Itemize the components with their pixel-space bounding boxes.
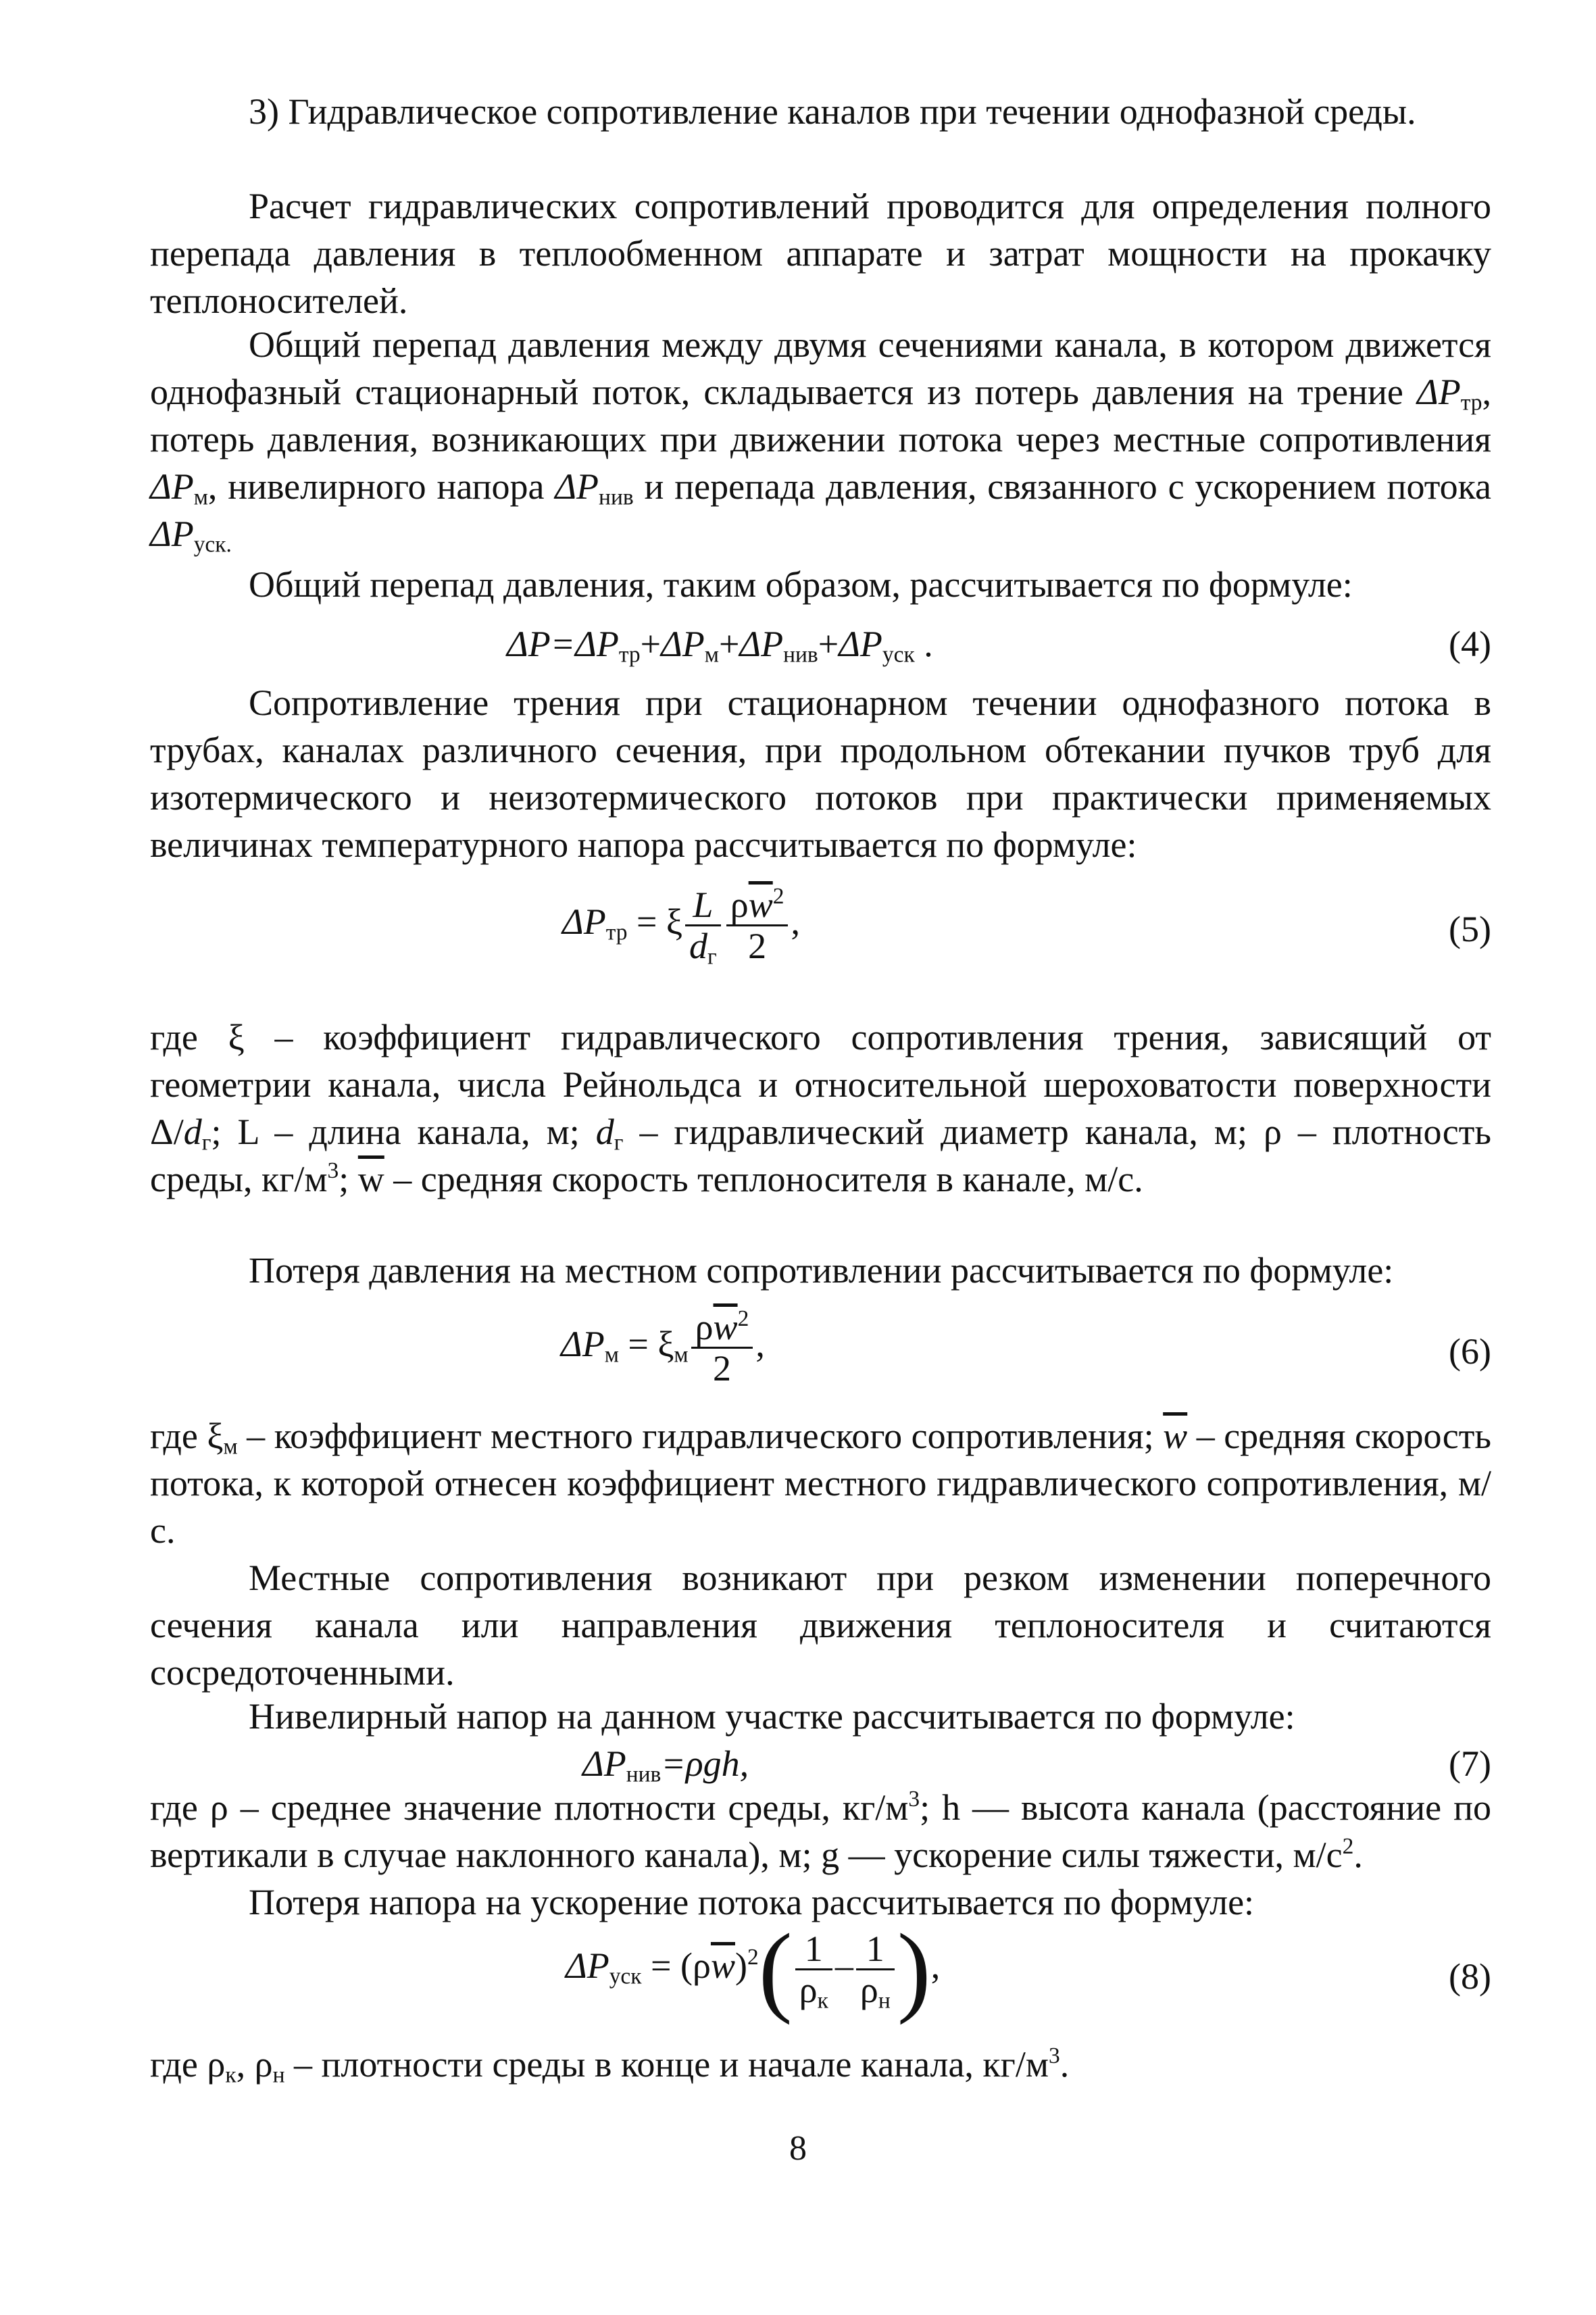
formula-7-body: $\Delta P_{нив}=\rho gh$, <box>582 1743 749 1787</box>
formula-5-body: $\Delta P_{тр} = \xi$ $\frac{L}{d_г}$ $\frac{\rho\overline{w}^2}{2}$ , <box>562 883 800 970</box>
formula-6-body: $\Delta P_м = \xi_м$ $\frac{\rho\overline{w}^2}{2}$ , <box>561 1305 765 1389</box>
paragraph-friction-definitions: где ξ – коэффициент гидравлического сопротивления трения, зависящий от геометрии канала, числа Рейнольдса и относительной шероховатости поверхности $\Delta/d_г$; L – длина канала, м; $d_г$ – гидравлический диаметр канала, м; ρ – плотность среды, $кг/м^3$; $\overline{w}$ – средняя скорость теплоносителя в канале, м/с. <box>150 1017 1491 1199</box>
paragraph-total-pressure-drop: Общий перепад давления между двумя сечениями канала, в котором движется однофазный стационарный поток, складывается из потерь давления на трение $\Delta P_{тр}$, потерь давления, возникающих при движении потока через местные сопротивления $\Delta P_м$, нивелирного напора $\Delta P_{нив}$ и перепада давления, связанного с ускорением потока $\Delta P_{уск.}$ <box>150 324 1492 557</box>
equation-number-6: (6) <box>1449 1331 1491 1372</box>
fraction-one-over-rho-k: $\frac{1}{\rho_к}$ <box>795 1929 832 2010</box>
paragraph-formula-intro-8: Потеря напора на ускорение потока рассчитывается по формуле: <box>249 1882 1255 1922</box>
formula-4-body: $\Delta P=\Delta P_{тр}+\Delta P_м+\Delta P_{нив}+\Delta P_{уск}$ . <box>507 624 933 668</box>
paragraph-local-definitions: где $\xi_м$ – коэффициент местного гидравлического сопротивления; $\overline{w}$ – средняя скорость потока, к которой отнесен коэффициент местного гидравлического сопротивления, м/с. <box>150 1416 1491 1551</box>
paragraph-hydrostatic-definitions: где ρ – среднее значение плотности среды, $кг/м^3$; h — высота канала (расстояние по вертикали в случае наклонного канала), м; g — ускорение силы тяжести, $м/с^2$. <box>150 1786 1491 1875</box>
formula-8 <box>150 1913 1491 2026</box>
formula-6 <box>150 1305 1491 1395</box>
paragraph-formula-intro-7: Нивелирный напор на данном участке рассчитывается по формуле: <box>249 1696 1295 1737</box>
fraction-l-over-d: $\frac{L}{d_г}$ <box>685 885 721 966</box>
formula-4 <box>150 620 1491 668</box>
formula-5 <box>150 885 1491 973</box>
equation-number-7: (7) <box>1449 1743 1491 1784</box>
fraction-rho-w2-over-2: $\frac{\rho\overline{w}^2}{2}$ <box>726 885 789 966</box>
equation-number-4: (4) <box>1449 624 1491 664</box>
page-number: 8 <box>789 2129 807 2168</box>
paragraph-density-definitions: где $\rho_к$, $\rho_н$ – плотности среды в конце и начале канала, $кг/м^3$. <box>150 2043 1070 2088</box>
paragraph-purpose: Расчет гидравлических сопротивлений проводится для определения полного перепада давления в теплообменном аппарате и затрат мощности на прокачку теплоносителей. <box>150 186 1491 321</box>
paragraph-friction-resistance: Сопротивление трения при стационарном течении однофазного потока в трубах, каналах различного сечения, при продольном обтекании пучков труб для изотермического и неизотермического потоков при практически применяемых величинах температурного напора рассчитывается по формуле: <box>150 682 1491 865</box>
formula-7 <box>150 1740 1491 1787</box>
fraction-one-over-rho-n: $\frac{1}{\rho_н}$ <box>856 1929 895 2010</box>
equation-number-8: (8) <box>1449 1956 1491 1997</box>
formula-8-body: $\Delta P_{уск} = (\rho\overline{w})^2$( $\frac{1}{\rho_к}$ – $\frac{1}{\rho_н}$ ), <box>566 1913 941 2026</box>
fraction-local-rho-w2-over-2: $\frac{\rho\overline{w}^2}{2}$ <box>691 1308 753 1388</box>
paragraph-formula-intro-6: Потеря давления на местном сопротивлении рассчитывается по формуле: <box>249 1250 1394 1291</box>
section-heading: 3) Гидравлическое сопротивление каналов при течении однофазной среды. <box>249 91 1416 132</box>
paragraph-local-resistances: Местные сопротивления возникают при резком изменении поперечного сечения канала или направления движения теплоносителя и считаются сосредоточенными. <box>150 1558 1491 1693</box>
equation-number-5: (5) <box>1449 909 1491 949</box>
paragraph-formula-intro-4: Общий перепад давления, таким образом, рассчитывается по формуле: <box>249 564 1353 605</box>
